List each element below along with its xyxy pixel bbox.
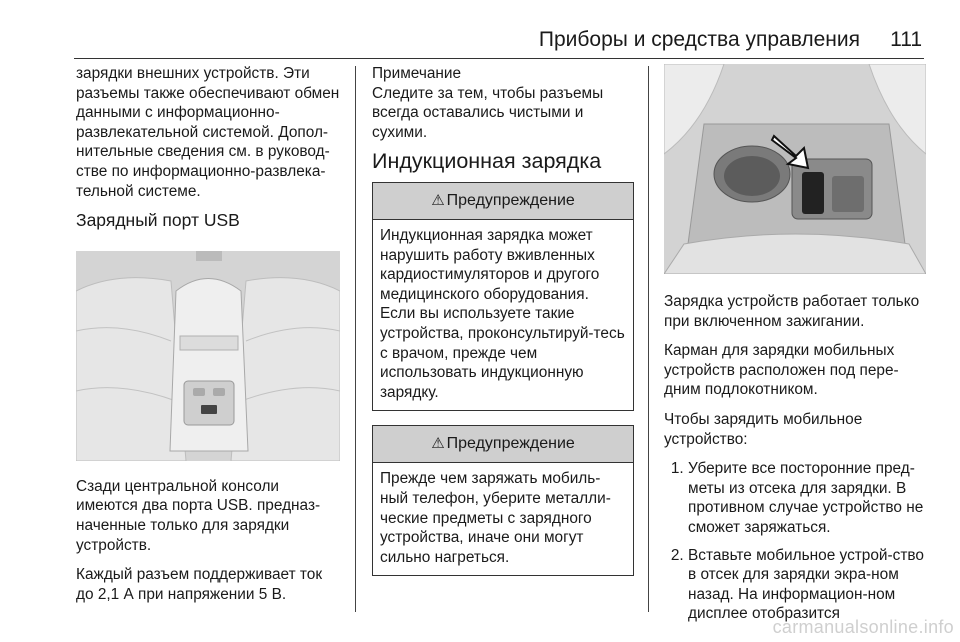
warning-box-1-header (373, 183, 633, 220)
usb-port-photo (76, 251, 340, 461)
usb-port-illustration (76, 251, 340, 461)
paragraph-pocket-location: Карман для зарядки мобильных устройств расположен под пере-дним подлокотником. (664, 342, 899, 399)
warning-triangle-icon: ⚠ (431, 435, 445, 453)
warning-triangle-icon: ⚠ (431, 191, 445, 209)
paragraph-usb-intro: зарядки внешних устройств. Эти разъемы также обеспечивают обмен данными с информационно-развлекательной системой. Допол-нительные сведения см. в руковод-стве по информационно-развлека-тельной системе. (76, 65, 340, 200)
page-number: 111 (890, 28, 922, 51)
warning-box-1 (372, 182, 634, 411)
watermark: carmanualsonline.info (772, 617, 954, 637)
paragraph-usb-location: Сзади центральной консоли имеются два порта USB. предназ-наченные только для зарядки устройств. (76, 477, 321, 554)
paragraph-how-to-charge: Чтобы зарядить мобильное устройство: (664, 410, 863, 448)
section-heading-inductive: Индукционная зарядка (372, 149, 602, 174)
charging-tray-illustration (664, 64, 926, 274)
warning-box-1-text: Индукционная зарядка может нарушить работу вживленных кардиостимуляторов и другого медицинского оборудования. Если вы используете такие устройства, проконсультируй-тесь с врачом, прежде чем использовать индукционную зарядку. (380, 226, 625, 401)
column-2 (372, 64, 634, 588)
paragraph-usb-current: Каждый разъем поддерживает ток до 2,1 А при напряжении 5 В. (76, 566, 323, 603)
warning-box-1-title: Предупреждение (446, 191, 575, 209)
charging-tray-photo (664, 64, 926, 274)
page-header (0, 0, 960, 60)
paragraph-ignition: Зарядка устройств работает только при включенном зажигании. (664, 293, 920, 330)
warning-box-2-title: Предупреждение (446, 435, 575, 453)
warning-box-2-text: Прежде чем заряжать мобиль-ный телефон, уберите металли-ческие предметы с зарядного устройства, иначе они могут сильно нагреться. (380, 470, 611, 566)
warning-box-2 (372, 425, 634, 576)
list-item: 1. Уберите все посторонние пред-меты из отсека для зарядки. В противном случае устройство не сможет заряжаться. (688, 459, 928, 537)
column-3 (664, 64, 928, 632)
column-1 (76, 64, 342, 614)
list-item: 2. Вставьте мобильное устрой-ство в отсек для зарядки экра-ном назад. На информацион-ном дисплее отобразится (688, 546, 928, 624)
warning-box-2-header (373, 426, 633, 463)
header-title: Приборы и средства управления (538, 28, 860, 51)
column-divider-2 (648, 66, 649, 612)
header-rule (74, 58, 924, 59)
section-heading-usb: Зарядный порт USB (76, 210, 240, 231)
charging-steps-list (664, 459, 928, 624)
note-title: Примечание (372, 65, 462, 82)
note-text: Следите за тем, чтобы разъемы всегда оставались чистыми и сухими. (372, 84, 604, 141)
column-divider-1 (355, 66, 356, 612)
